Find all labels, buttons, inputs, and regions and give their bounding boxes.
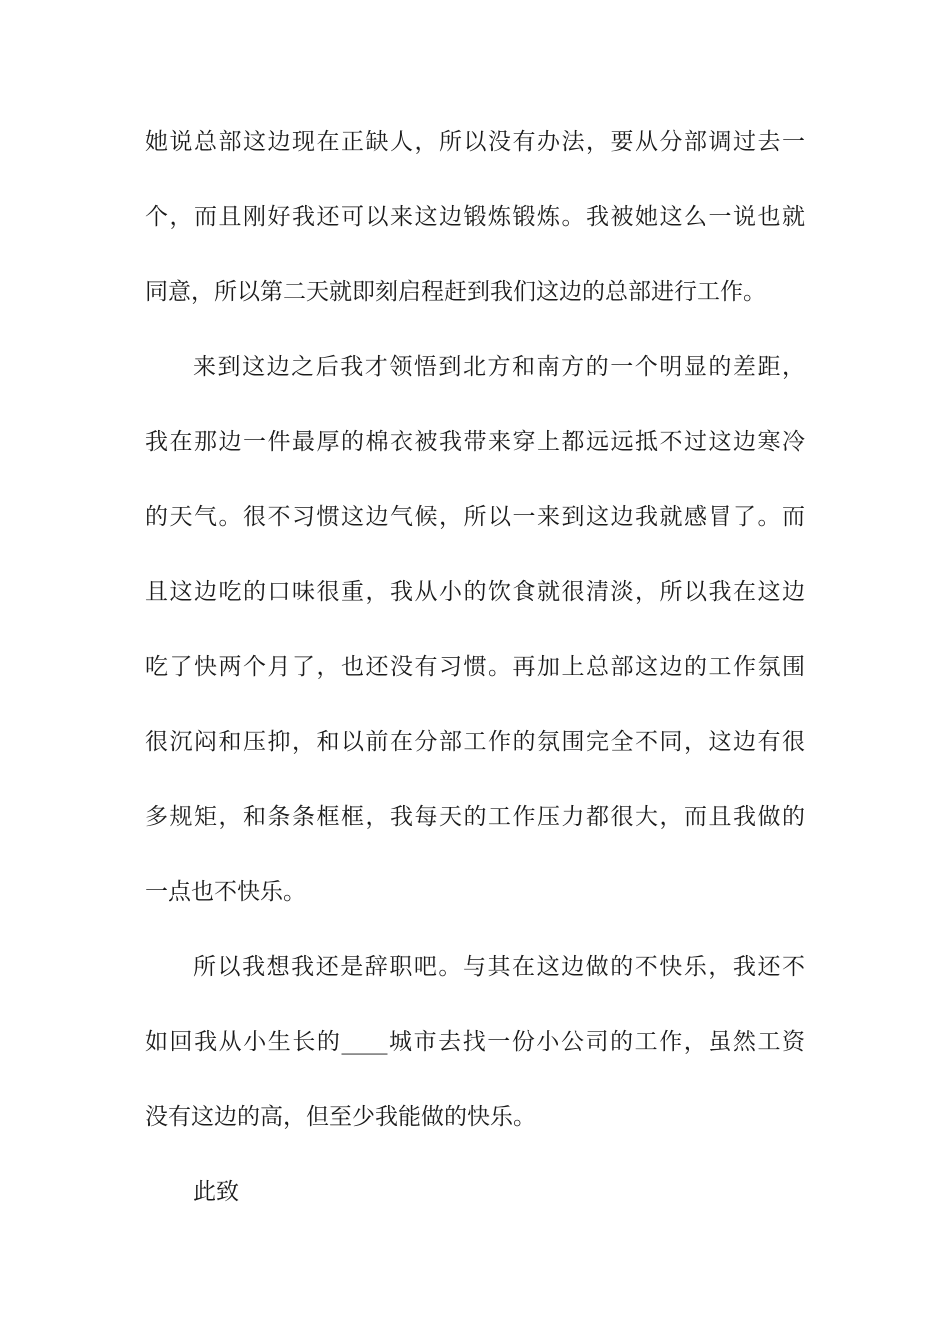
text-line: 我在那边一件最厚的棉衣被我带来穿上都远远抵不过这边寒冷 xyxy=(145,429,805,455)
text-line: 没有这边的高，但至少我能做的快乐。 xyxy=(145,1104,536,1130)
text-line: 一点也不快乐。 xyxy=(145,879,306,905)
closing-salutation: 此致 xyxy=(193,1179,239,1205)
text-line: 来到这边之后我才领悟到北方和南方的一个明显的差距， xyxy=(193,354,805,380)
text-line: 如回我从小生长的____城市去找一份小公司的工作，虽然工资 xyxy=(145,1029,805,1055)
text-line: 个，而且刚好我还可以来这边锻炼锻炼。我被她这么一说也就 xyxy=(145,204,805,230)
text-line: 同意，所以第二天就即刻启程赶到我们这边的总部进行工作。 xyxy=(145,279,766,305)
text-line: 的天气。很不习惯这边气候，所以一来到这边我就感冒了。而 xyxy=(145,504,805,530)
text-line: 她说总部这边现在正缺人，所以没有办法，要从分部调过去一 xyxy=(145,129,805,155)
text-line: 且这边吃的口味很重，我从小的饮食就很清淡，所以我在这边 xyxy=(145,579,805,605)
text-line: 多规矩，和条条框框，我每天的工作压力都很大，而且我做的 xyxy=(145,804,805,830)
text-line: 所以我想我还是辞职吧。与其在这边做的不快乐，我还不 xyxy=(193,954,805,980)
text-line: 很沉闷和压抑，和以前在分部工作的氛围完全不同，这边有很 xyxy=(145,729,805,755)
text-line: 吃了快两个月了，也还没有习惯。再加上总部这边的工作氛围 xyxy=(145,654,805,680)
